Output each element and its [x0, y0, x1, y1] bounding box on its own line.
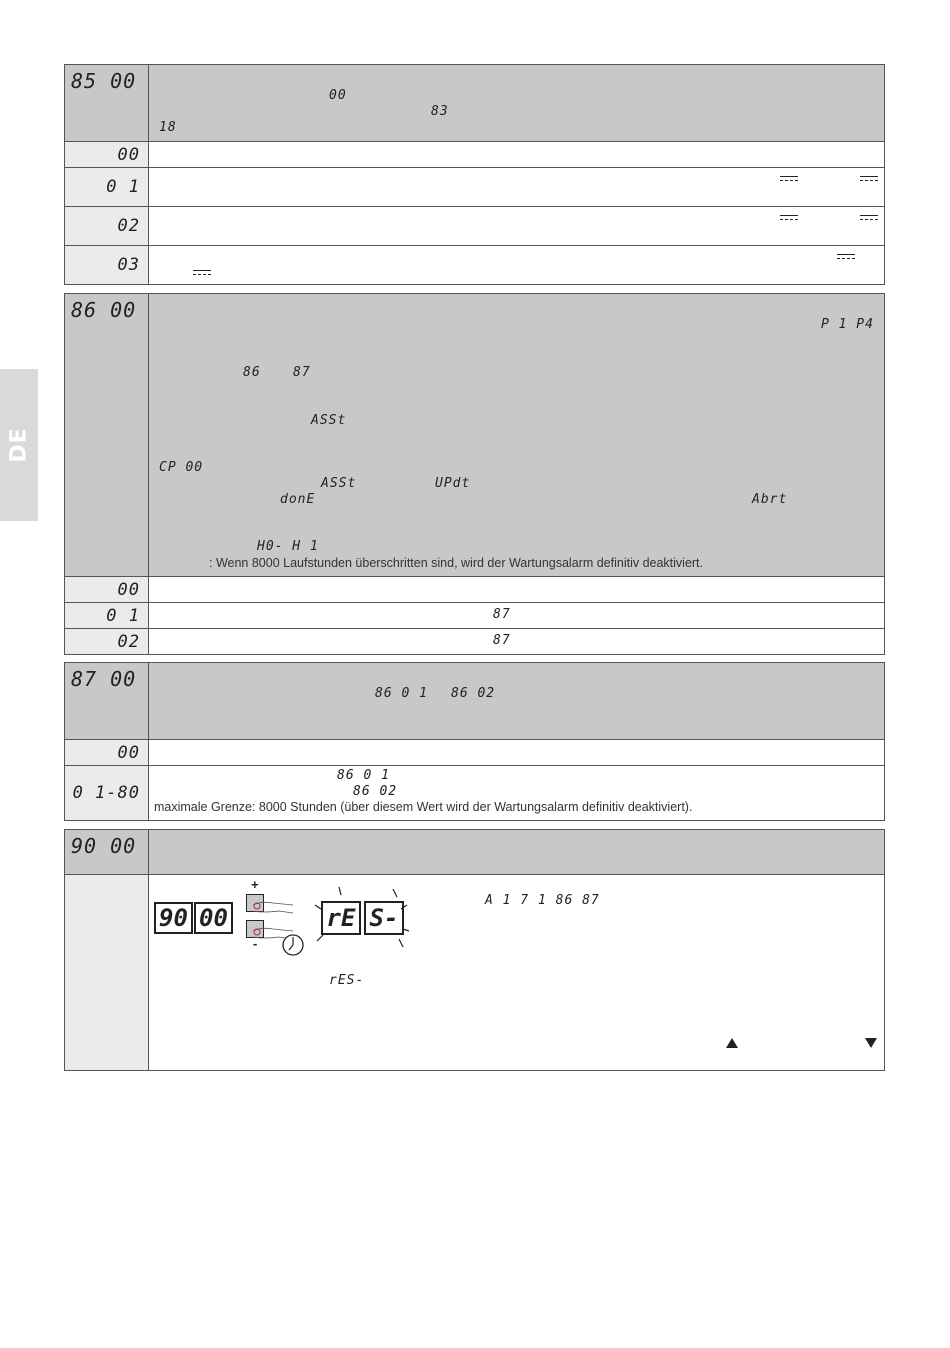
option-row [65, 245, 884, 284]
blink-rays-icon [309, 885, 419, 949]
option-code-cell [65, 875, 149, 1070]
param-table-90 [64, 829, 885, 1071]
inline-code: 87 [493, 607, 511, 622]
reset-procedure-row [65, 874, 884, 1070]
dc-voltage-icon [860, 176, 878, 182]
option-code: 0 1-80 [72, 783, 140, 803]
option-code: 0 1 [106, 177, 140, 197]
param-header-87 [65, 663, 884, 739]
option-row [65, 765, 884, 820]
note-text: : Wenn 8000 Laufstunden überschritten sind, wird der Wartungsalarm definitiv deaktiviert. [209, 556, 704, 570]
display-digits: 00 [199, 904, 228, 932]
inline-code: donE [280, 492, 316, 507]
arrow-up-icon [726, 1038, 738, 1048]
inline-code: CP 00 [159, 460, 204, 475]
dc-voltage-icon [837, 254, 855, 260]
param-table-87 [64, 662, 885, 821]
param-code: 85 00 [71, 69, 137, 93]
param-description [149, 663, 884, 739]
param-table-86 [64, 293, 885, 655]
inline-code: 18 [159, 120, 177, 135]
option-code-cell [65, 577, 149, 602]
option-code: 0 1 [106, 605, 140, 626]
display-digits: S- [369, 904, 399, 932]
display-digits: rE [326, 904, 356, 932]
param-header-86 [65, 294, 884, 576]
option-code-cell [65, 740, 149, 765]
option-code-cell [65, 246, 149, 284]
param-description [149, 65, 884, 141]
language-tab-label: DE [6, 427, 32, 463]
option-code-cell [65, 603, 149, 628]
param-code-cell [65, 294, 149, 576]
option-row [65, 206, 884, 245]
param-header-85 [65, 65, 884, 141]
dc-voltage-icon [193, 270, 211, 276]
param-code: 90 00 [71, 834, 137, 858]
inline-code: 86 [243, 365, 261, 380]
option-description [149, 207, 884, 245]
plus-label: + [251, 877, 259, 892]
display-digit-box [154, 902, 193, 934]
inline-code: H0- H 1 [257, 539, 319, 554]
inline-code: 83 [431, 104, 449, 119]
option-row [65, 167, 884, 206]
inline-code: 87 [493, 633, 511, 648]
option-description [149, 603, 884, 628]
option-row [65, 602, 884, 628]
option-code-cell [65, 207, 149, 245]
note-text: maximale Grenze: 8000 Stunden (über diesem Wert wird der Wartungsalarm definitiv deaktiviert). [154, 800, 693, 814]
option-description [149, 142, 884, 167]
option-code: 02 [117, 216, 140, 236]
inline-code: 86 02 [451, 686, 496, 701]
param-code-cell [65, 65, 149, 141]
inline-code: 00 [329, 88, 347, 103]
dc-voltage-icon [780, 215, 798, 221]
inline-code: 86 02 [353, 784, 398, 799]
option-row [65, 576, 884, 602]
option-code: 03 [117, 255, 140, 275]
dc-voltage-icon [780, 176, 798, 182]
param-table-85 [64, 64, 885, 285]
inline-code: 87 [293, 365, 311, 380]
inline-code: P 1 P4 [821, 317, 874, 332]
option-code-cell [65, 168, 149, 206]
option-description [149, 629, 884, 654]
option-code: 00 [117, 144, 140, 165]
param-description [149, 294, 884, 576]
option-row [65, 739, 884, 765]
minus-label: - [253, 936, 258, 951]
inline-code: Abrt [752, 492, 788, 507]
param-description [149, 830, 884, 874]
option-code-cell [65, 766, 149, 820]
inline-code: ASSt [311, 413, 347, 428]
option-code: 00 [117, 742, 140, 763]
inline-code: UPdt [435, 476, 471, 491]
display-digits: 90 [159, 904, 188, 932]
option-code: 00 [117, 579, 140, 600]
display-digit-box [194, 902, 233, 934]
reset-procedure [149, 875, 884, 1070]
inline-code: rES- [329, 973, 365, 988]
inline-code: 86 0 1 [337, 768, 390, 783]
language-tab [0, 369, 38, 521]
option-row [65, 141, 884, 167]
option-description [149, 740, 884, 765]
option-description [149, 246, 884, 284]
option-code-cell [65, 629, 149, 654]
dc-voltage-icon [860, 215, 878, 221]
option-code-cell [65, 142, 149, 167]
clock-icon [281, 933, 305, 957]
param-code: 87 00 [71, 667, 137, 691]
param-code-cell [65, 663, 149, 739]
inline-code: A 1 7 1 86 87 [485, 893, 600, 908]
param-code: 86 00 [71, 298, 137, 322]
option-code: 02 [117, 631, 140, 652]
param-code-cell [65, 830, 149, 874]
option-description [149, 577, 884, 602]
option-description [149, 766, 884, 820]
param-header-90 [65, 830, 884, 874]
inline-code: ASSt [321, 476, 357, 491]
arrow-down-icon [865, 1038, 877, 1048]
option-description [149, 168, 884, 206]
option-row [65, 628, 884, 654]
inline-code: 86 0 1 [375, 686, 428, 701]
